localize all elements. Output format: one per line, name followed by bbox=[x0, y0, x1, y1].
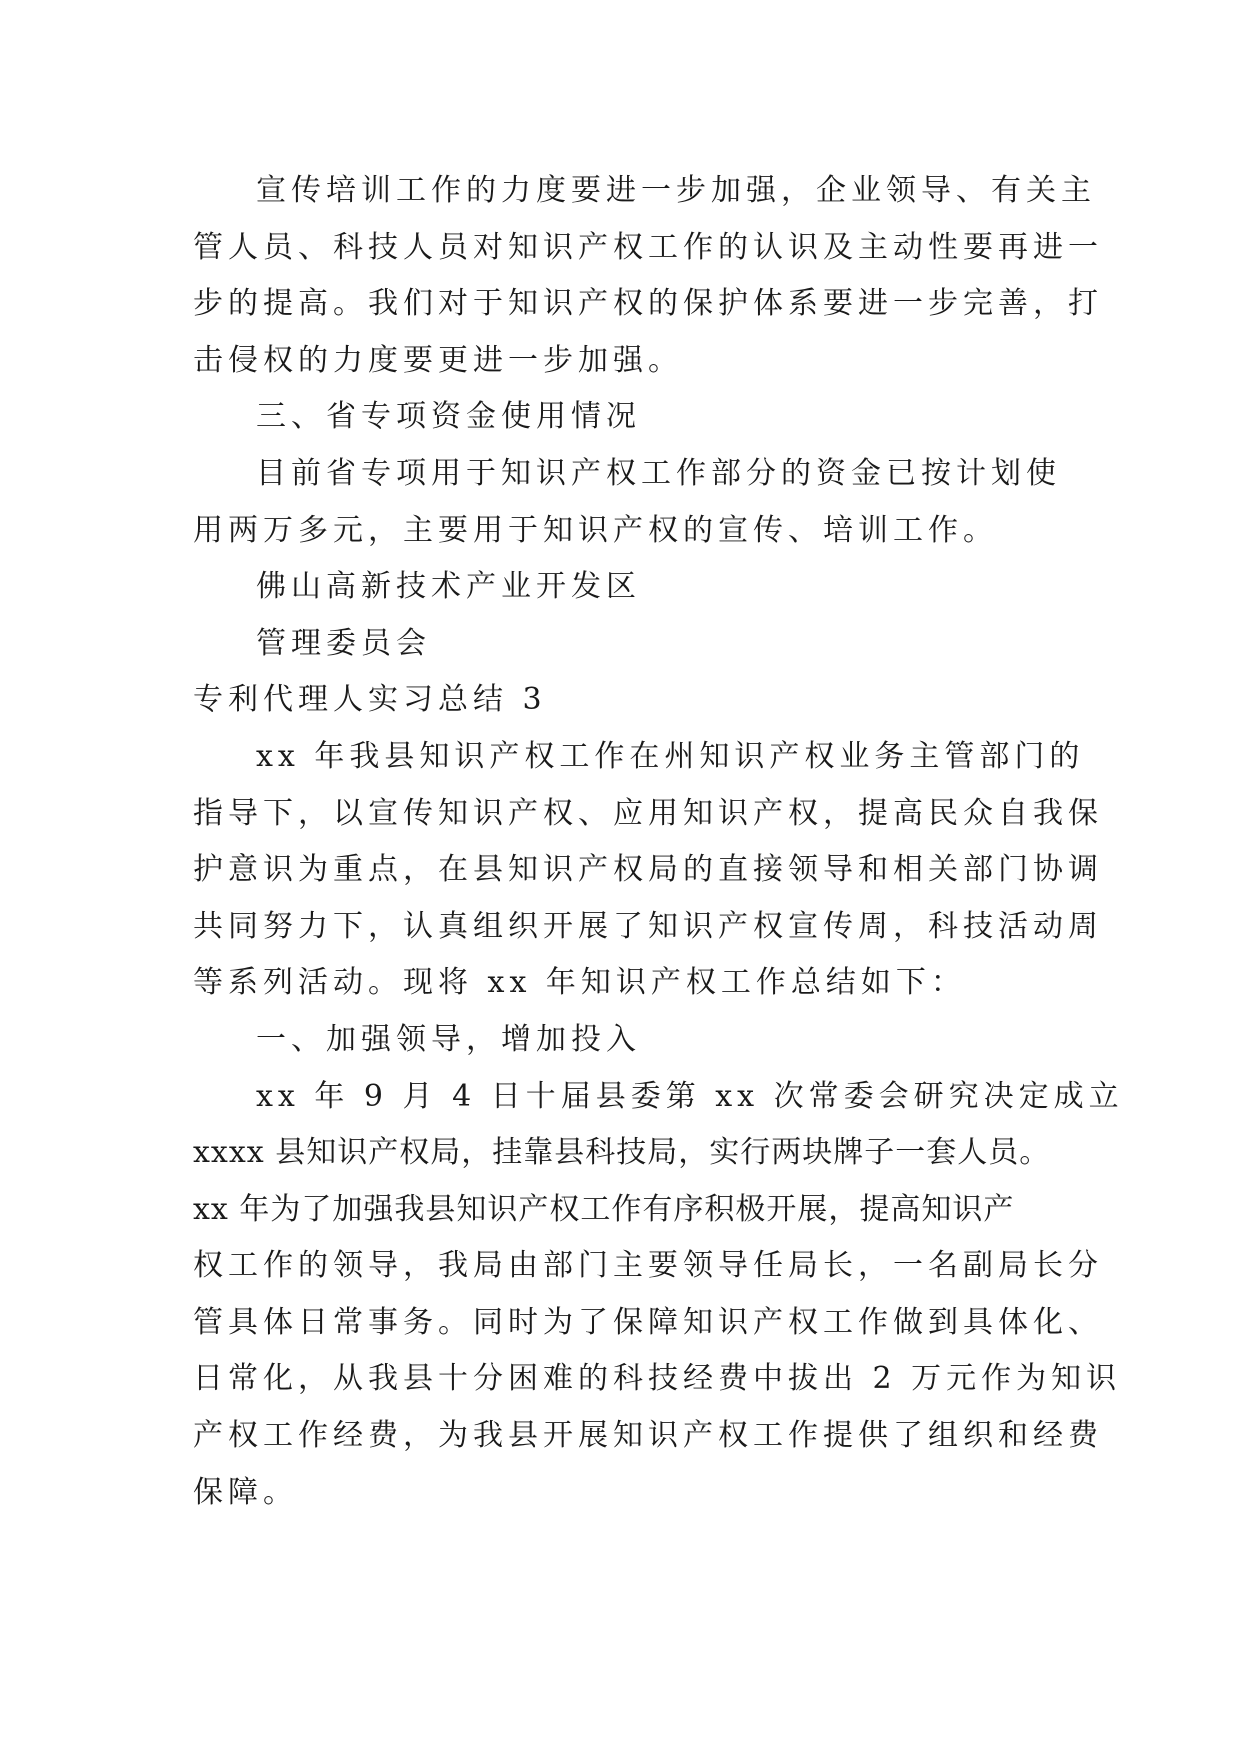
text-line: xx 年 9 月 4 日十届县委第 xx 次常委会研究决定成立 bbox=[256, 1078, 1124, 1114]
section-title bbox=[193, 672, 1055, 729]
paragraph-funds-usage bbox=[193, 446, 1061, 559]
text-line: 指导下，以宣传知识产权、应用知识产权，提高民众自我保 bbox=[193, 795, 1103, 831]
text-line: 管具体日常事务。同时为了保障知识产权工作做到具体化、 bbox=[193, 1304, 1103, 1340]
text-line: 护意识为重点，在县知识产权局的直接领导和相关部门协调 bbox=[193, 852, 1103, 888]
paragraph-leadership bbox=[193, 1069, 1124, 1522]
text-line: 管理委员会 bbox=[256, 625, 431, 661]
text-line: 一、加强领导，增加投入 bbox=[256, 1021, 641, 1057]
text-line: 宣传培训工作的力度要进一步加强，企业领导、有关主 bbox=[256, 173, 1096, 208]
document-body bbox=[193, 163, 1124, 1521]
text-line: xx 年我县知识产权工作在州知识产权业务主管部门的 bbox=[256, 738, 1085, 774]
signature-committee bbox=[193, 616, 1055, 673]
text-line: 击侵权的力度要更进一步加强。 bbox=[193, 342, 683, 378]
paragraph-ip-training bbox=[193, 163, 1103, 389]
text-line: 等系列活动。现将 xx 年知识产权工作总结如下： bbox=[193, 965, 966, 1001]
text-line: 保障。 bbox=[193, 1474, 298, 1510]
text-line: 共同努力下，认真组织开展了知识产权宣传周，科技活动周 bbox=[193, 908, 1103, 944]
text-line: 三、省专项资金使用情况 bbox=[256, 399, 641, 435]
text-line: 日常化，从我县十分困难的科技经费中拔出 2 万元作为知识 bbox=[193, 1361, 1122, 1397]
text-line: xxxx 县知识产权局，挂靠县科技局，实行两块牌子一套人员。 bbox=[193, 1135, 1051, 1171]
text-line: 用两万多元，主要用于知识产权的宣传、培训工作。 bbox=[193, 512, 998, 548]
section-heading-funds bbox=[193, 389, 1055, 446]
text-line: 产权工作经费，为我县开展知识产权工作提供了组织和经费 bbox=[193, 1418, 1103, 1454]
signature-organization bbox=[193, 559, 1055, 616]
text-line: 步的提高。我们对于知识产权的保护体系要进一步完善，打 bbox=[193, 286, 1103, 322]
text-line: xx 年为了加强我县知识产权工作有序积极开展，提高知识产 bbox=[193, 1191, 1015, 1227]
text-line: 管人员、科技人员对知识产权工作的认识及主动性要再进一 bbox=[193, 229, 1103, 265]
text-line: 目前省专项用于知识产权工作部分的资金已按计划使 bbox=[256, 455, 1061, 491]
text-line: 专利代理人实习总结 3 bbox=[193, 682, 547, 718]
text-line: 佛山高新技术产业开发区 bbox=[256, 569, 641, 605]
section-heading-leadership bbox=[193, 1012, 1055, 1069]
text-line: 权工作的领导，我局由部门主要领导任局长，一名副局长分 bbox=[193, 1248, 1103, 1284]
paragraph-intro bbox=[193, 729, 1103, 1012]
